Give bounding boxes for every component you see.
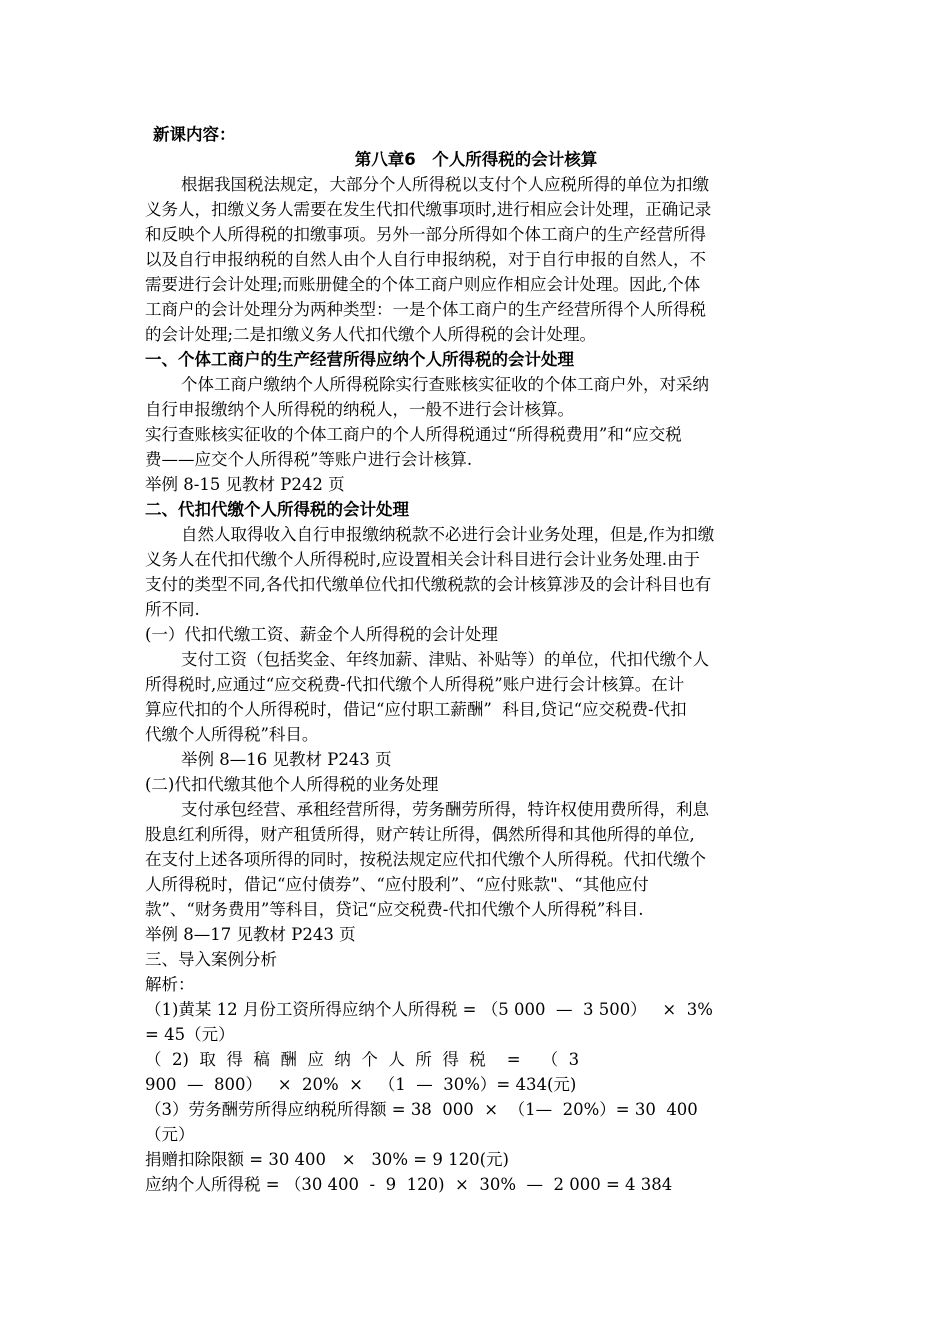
subsection2-para-line: 支付承包经营、承租经营所得，劳务酬劳所得，特许权使用费所得，利息 [181,800,709,819]
subsection1-para-line: 算应代扣的个人所得税时，借记“应付职工薪酬” 科目,贷记“应交税费-代扣 [145,700,687,719]
subsection1-example: 举例 8—16 见教材 P243 页 [181,750,392,769]
intro-line: 的会计处理;二是扣缴义务人代扣代缴个人所得税的会计处理。 [145,325,597,344]
subsection2-para-line: 款”、“财务费用”等科目，贷记“应交税费-代扣代缴个人所得税”科目. [145,900,644,919]
calc-line: （ 2) 取 得 稿 酬 应 纳 个 人 所 得 税 = （ 3 [145,1050,580,1069]
calc-line: （1)黄某 12 月份工资所得应纳个人所得税 = （5 000 — 3 500） × 3% [145,1000,713,1019]
section1-heading: 一、个体工商户的生产经营所得应纳个人所得税的会计处理 [145,350,574,369]
intro-line: 义务人，扣缴义务人需要在发生代扣代缴事项时,进行相应会计处理，正确记录 [145,200,712,219]
section1-para-line: 个体工商户缴纳个人所得税除实行查账核实征收的个体工商户外，对采纳 [181,375,709,394]
section3-heading: 三、导入案例分析 [145,950,277,969]
intro-line: 和反映个人所得税的扣缴事项。另外一部分所得如个体工商户的生产经营所得 [145,225,706,244]
section1-para-line: 费——应交个人所得税”等账户进行会计核算. [145,450,473,469]
intro-line: 工商户的会计处理分为两种类型：一是个体工商户的生产经营所得个人所得税 [145,300,706,319]
subsection1-para-line: 代缴个人所得税”科目。 [145,725,319,744]
section2-para-line: 所不同. [145,600,200,619]
intro-line: 需要进行会计处理;而账册健全的个体工商户则应作相应会计处理。因此,个体 [145,275,701,294]
section1-para-line: 自行申报缴纳个人所得税的纳税人，一般不进行会计核算。 [145,400,574,419]
section1-example: 举例 8-15 见教材 P242 页 [145,475,345,494]
intro-line: 以及自行申报纳税的自然人由个人自行申报纳税，对于自行申报的自然人，不 [145,250,706,269]
calc-line: = 45（元） [145,1025,235,1044]
analysis-label: 解析： [145,975,195,994]
calc-line: （元） [145,1125,195,1144]
calc-line: 捐赠扣除限额 = 30 400 × 30% = 9 120(元) [145,1150,509,1169]
subsection1-para-line: 支付工资（包括奖金、年终加薪、津贴、补贴等）的单位，代扣代缴个人 [181,650,709,669]
intro-line: 根据我国税法规定，大部分个人所得税以支付个人应税所得的单位为扣缴 [181,175,709,194]
subsection2-heading: (二)代扣代缴其他个人所得税的业务处理 [145,775,439,794]
subsection2-example: 举例 8—17 见教材 P243 页 [145,925,356,944]
section2-heading: 二、代扣代缴个人所得税的会计处理 [145,500,409,519]
document-page [145,122,807,1197]
subsection1-heading: (一）代扣代缴工资、薪金个人所得税的会计处理 [145,625,498,644]
subsection2-para-line: 人所得税时，借记“应付债券”、“应付股利”、“应付账款"、“其他应付 [145,875,649,894]
subsection1-para-line: 所得税时,应通过“应交税费-代扣代缴个人所得税”账户进行会计核算。在计 [145,675,685,694]
calc-line: （3）劳务酬劳所得应纳税所得额 = 38 000 × （1— 20%）= 30 400 [145,1100,698,1119]
calc-line: 900 — 800） × 20% × （1 — 30%）= 434(元) [145,1075,577,1094]
subsection2-para-line: 股息红利所得，财产租赁所得，财产转让所得，偶然所得和其他所得的单位, [145,825,695,844]
subsection2-para-line: 在支付上述各项所得的同时，按税法规定应代扣代缴个人所得税。代扣代缴个 [145,850,706,869]
section1-para-line: 实行查账核实征收的个体工商户的个人所得税通过“所得税费用”和“应交税 [145,425,682,444]
lead-label: 新课内容： [153,125,236,144]
section2-para-line: 支付的类型不同,各代扣代缴单位代扣代缴税款的会计核算涉及的会计科目也有 [145,575,712,594]
section2-para-line: 义务人在代扣代缴个人所得税时,应设置相关会计科目进行会计业务处理.由于 [145,550,700,569]
chapter-title: 第八章6 个人所得税的会计核算 [354,150,598,169]
section2-para-line: 自然人取得收入自行申报缴纳税款不必进行会计业务处理，但是,作为扣缴 [181,525,715,544]
calc-line: 应纳个人所得税 = （30 400 - 9 120) × 30% — 2 000 = 4 384 [145,1175,673,1194]
